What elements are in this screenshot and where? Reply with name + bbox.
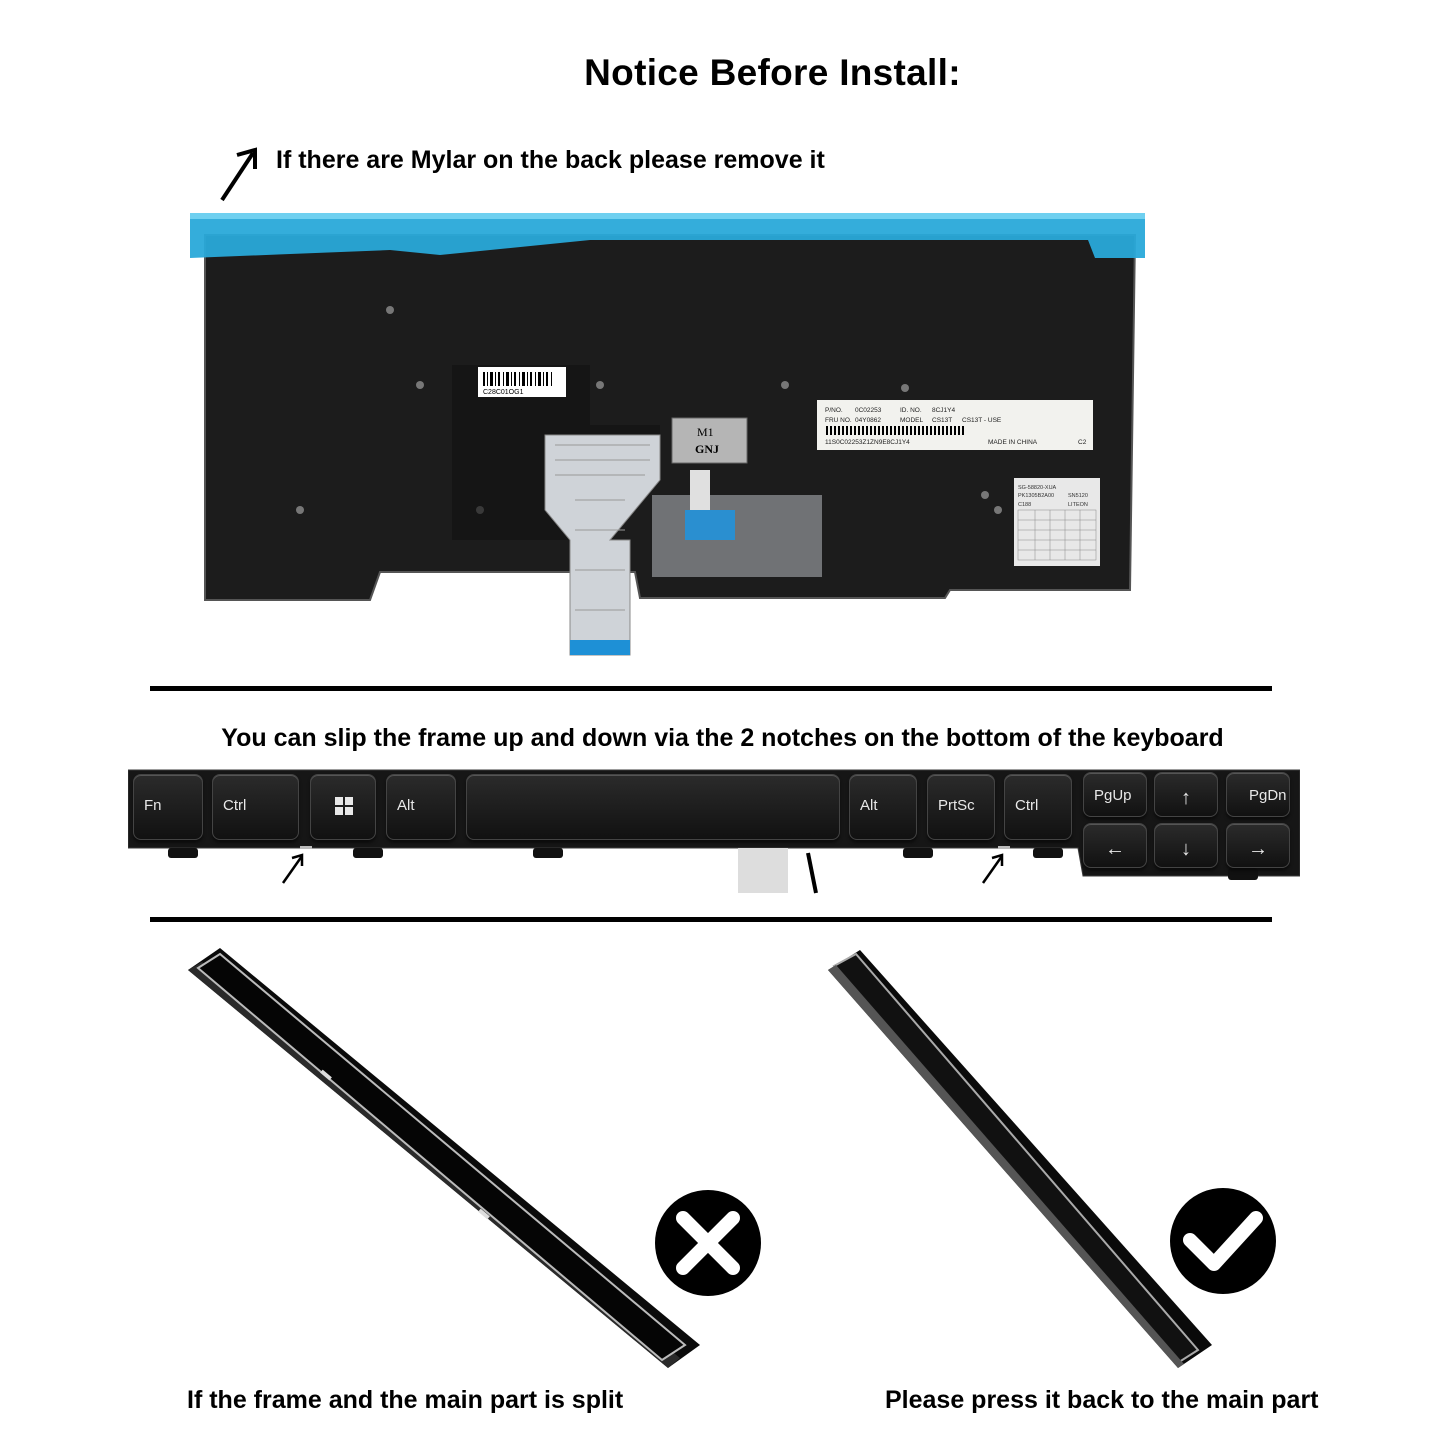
key-space bbox=[466, 774, 840, 840]
fru-value: 04Y0862 bbox=[855, 417, 882, 424]
pk-label: PK1305B2A00 bbox=[1018, 493, 1055, 499]
key-right bbox=[1226, 823, 1290, 868]
slip-caption: You can slip the frame up and down via the 2 notches on the bottom of the keyboard bbox=[221, 724, 1224, 752]
notch-arrow-right-icon bbox=[978, 852, 1008, 886]
id-value: 8CJ1Y4 bbox=[932, 407, 956, 414]
joined-frame-image bbox=[820, 940, 1220, 1380]
pno-label: P/NO. bbox=[825, 407, 843, 414]
mylar-caption: If there are Mylar on the back please remove it bbox=[276, 146, 825, 174]
model-use: CS13T - USE bbox=[962, 417, 1002, 424]
notch-arrow-left-icon bbox=[278, 852, 308, 886]
key-ctrl-right: Ctrl bbox=[1004, 774, 1072, 840]
split-caption: If the frame and the main part is split bbox=[187, 1386, 624, 1414]
key-alt-left: Alt bbox=[386, 774, 456, 840]
arrow-left-icon: ← bbox=[1105, 838, 1125, 860]
pointer-arrow-icon bbox=[215, 145, 265, 205]
split-frame-image bbox=[180, 940, 710, 1380]
press-caption: Please press it back to the main part bbox=[885, 1386, 1319, 1414]
c2-label: C2 bbox=[1078, 439, 1087, 446]
key-pgup: PgUp bbox=[1083, 772, 1147, 817]
divider-bottom bbox=[150, 917, 1272, 922]
key-alt-right: Alt bbox=[849, 774, 917, 840]
barcode-small-label: C28C01OG1 bbox=[483, 389, 524, 396]
key-windows bbox=[310, 774, 376, 840]
page-title: Notice Before Install: bbox=[584, 52, 961, 93]
fru-label: FRU NO. bbox=[825, 417, 852, 424]
pno-value: 0C02253 bbox=[855, 407, 882, 414]
check-icon bbox=[1168, 1186, 1278, 1296]
key-ctrl-left: Ctrl bbox=[212, 774, 299, 840]
c188-label: C188 bbox=[1018, 502, 1032, 508]
keyboard-back-image bbox=[190, 210, 1150, 670]
key-down bbox=[1154, 823, 1218, 868]
made-in-label: MADE IN CHINA bbox=[988, 439, 1038, 446]
model-label: MODEL bbox=[900, 417, 924, 424]
key-pgdn: PgDn bbox=[1226, 772, 1290, 817]
cross-icon bbox=[653, 1188, 763, 1298]
arrow-down-icon: ↓ bbox=[1181, 838, 1191, 860]
divider-top bbox=[150, 686, 1272, 691]
arrow-up-icon: ↑ bbox=[1181, 787, 1191, 809]
key-up bbox=[1154, 772, 1218, 817]
key-left bbox=[1083, 823, 1147, 868]
arrow-right-icon: → bbox=[1248, 838, 1268, 860]
id-label: ID. NO. bbox=[900, 407, 922, 414]
key-fn: Fn bbox=[133, 774, 203, 840]
liteon-label: LITEON bbox=[1068, 502, 1088, 508]
windows-icon bbox=[335, 797, 353, 815]
sg-label: SG-58820-XUA bbox=[1018, 485, 1057, 491]
key-prtsc: PrtSc bbox=[927, 774, 995, 840]
gnj-label: GNJ bbox=[695, 442, 719, 456]
m1-label: M1 bbox=[697, 425, 714, 439]
model-value: CS13T bbox=[932, 417, 953, 424]
serial-label: 11S0C02253Z1ZN9E8CJ1Y4 bbox=[825, 439, 910, 446]
sn-label: SN5120 bbox=[1068, 493, 1088, 499]
